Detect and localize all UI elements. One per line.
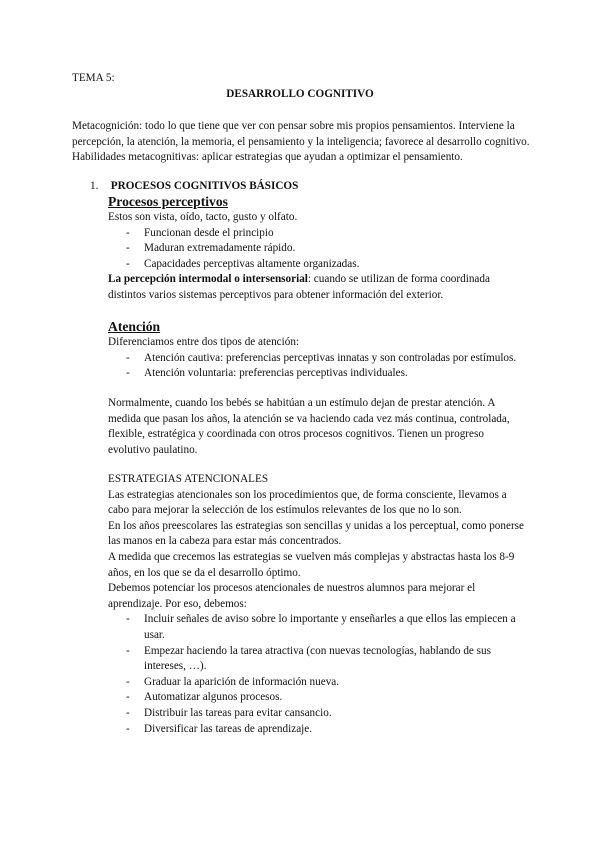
attention-heading: Atención [108,319,161,334]
strategies-paragraph-1: Las estrategias atencionales son los procedimientos que, de forma consciente, llevamos a cabo para mejorar la selección de los estímulos relevantes de los que no lo son. [108,488,507,517]
list-item: - Diversificar las tareas de aprendizaje. [108,722,528,738]
strategies-paragraph-4: Debemos potenciar los procesos atencionales de nuestros alumnos para mejorar el aprendizaje. Por eso, debemos: [108,582,476,610]
strategies-paragraph-3: A medida que crecemos las estrategias se vuelven más complejas y abstractas hasta los 8-9 años, en los que se da el desarrollo óptimo. [108,550,515,579]
list-item: - Funcionan desde el principio [108,226,528,242]
section-number: 1. [90,180,99,192]
intermodal-paragraph [108,272,528,303]
attention-development-block [108,396,528,458]
attention-list [108,351,528,382]
attention-intro: Diferenciamos entre dos tipos de atención: [108,336,300,348]
strategies-section [108,472,528,737]
intermodal-definition: : cuando se utilizan de forma coordinada distintos varios sistemas perceptivos para obtener información del exterior. [108,273,490,301]
attention-development-paragraph: Normalmente, cuando los bebés se habitúan a un estímulo dejan de prestar atención. A medida que pasan los años, la atención se va haciendo cada vez más continua, controlada, flexible, estratégica y coordinada con otros procesos cognitivos. Tienen un progreso evolutivo paulatino. [108,397,510,456]
metacognition-paragraph: Metacognición: todo lo que tiene que ver con pensar sobre mis propios pensamientos. Interviene la percepción, la atención, la memoria, el pensamiento y la inteligencia; favorece al desarrollo cognitivo. [72,120,530,148]
perception-intro: Estos son vista, oído, tacto, gusto y olfato. [108,211,298,223]
list-item: - Atención cautiva: preferencias perceptivas innatas y son controladas por estímulos. [108,351,528,367]
list-item: - Graduar la aparición de información nueva. [108,675,528,691]
list-item: - Empezar haciendo la tarea atractiva (con nuevas tecnologías, hablando de sus intereses, …). [108,644,528,675]
topic-number: TEMA 5: [72,72,115,84]
intermodal-term: La percepción intermodal o intersensorial [108,273,308,286]
strategies-paragraph-2: En los años preescolares las estrategias son sencillas y unidas a los perceptual, como ponerse las manos en la cabeza para estar más concentrados. [108,519,524,548]
section-title: PROCESOS COGNITIVOS BÁSICOS [110,180,299,192]
document-title: DESARROLLO COGNITIVO [226,88,374,100]
perception-section [108,193,528,304]
strategies-list [108,612,528,737]
perception-heading: Procesos perceptivos [108,194,228,209]
list-item: - Capacidades perceptivas altamente organizadas. [108,257,528,273]
metacognitive-skills-paragraph: Habilidades metacognitivas: aplicar estrategias que ayudan a optimizar el pensamiento. [72,151,463,164]
perception-list [108,226,528,273]
intro-block [72,119,532,166]
strategies-heading: ESTRATEGIAS ATENCIONALES [108,473,269,485]
list-item: - Maduran extremadamente rápido. [108,241,528,257]
attention-section [108,318,528,382]
list-item: - Atención voluntaria: preferencias perceptivas individuales. [108,366,528,382]
list-item: - Automatizar algunos procesos. [108,690,528,706]
list-item: - Incluir señales de aviso sobre lo importante y enseñarles a que ellos las empiecen a usar. [108,612,528,643]
list-item: - Distribuir las tareas para evitar cansancio. [108,706,528,722]
